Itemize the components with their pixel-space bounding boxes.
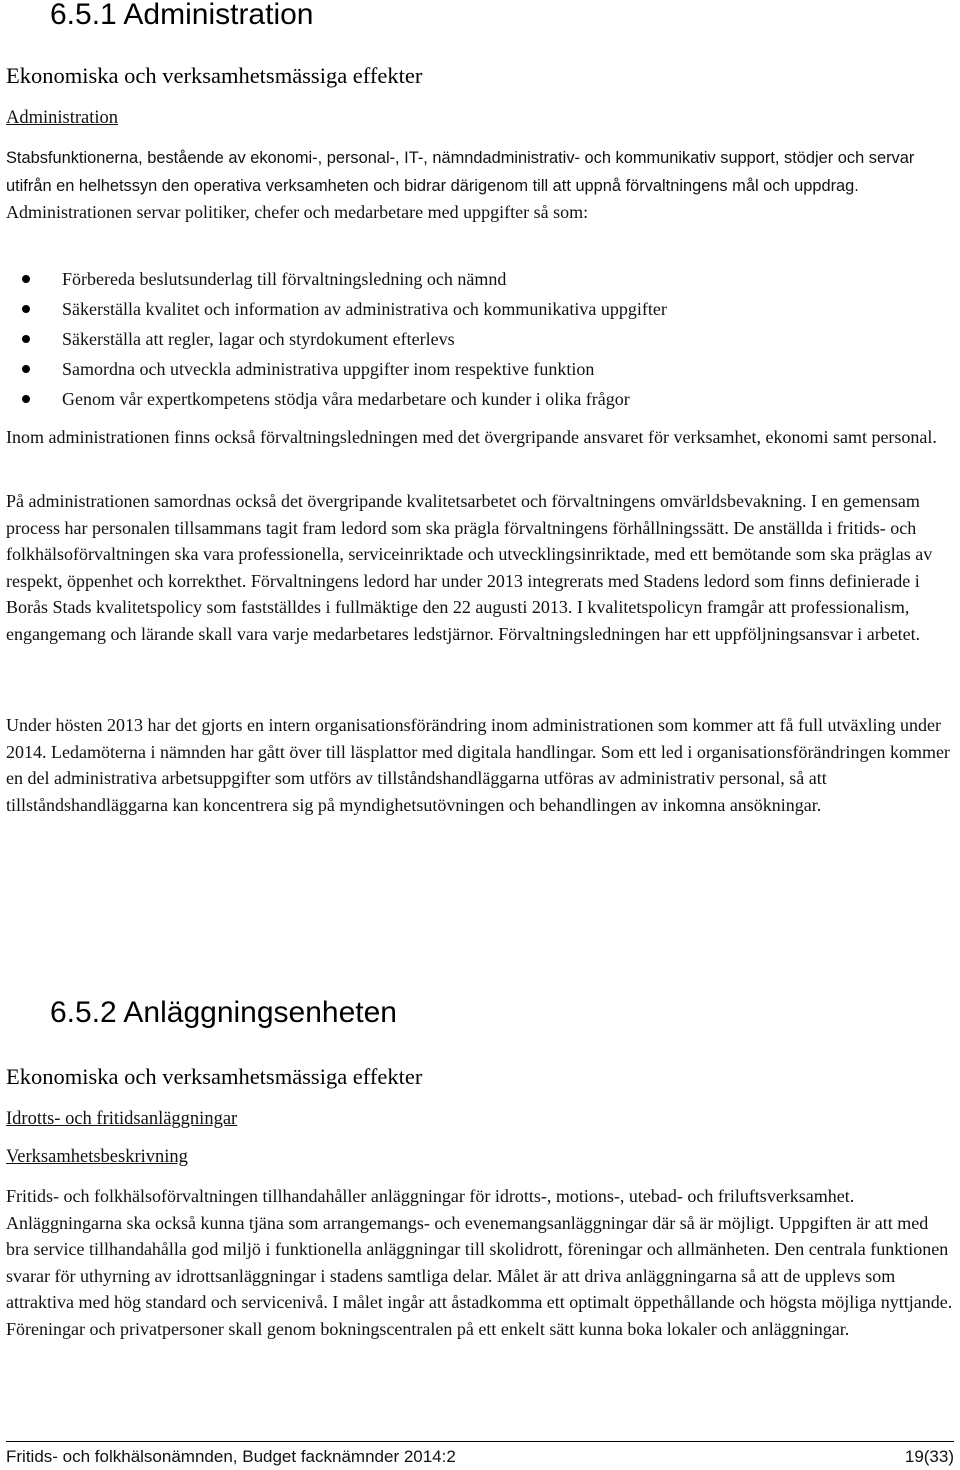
footer-document-title: Fritids- och folkhälsonämnden, Budget facknämnder 2014:2	[6, 1447, 456, 1466]
list-item: Samordna och utveckla administrativa uppgifter inom respektive funktion	[6, 354, 954, 384]
task-bullet-list	[6, 264, 954, 414]
footer-page-number: 19(33)	[904, 1447, 954, 1466]
list-item: Genom vår expertkompetens stödja våra medarbetare och kunder i olika frågor	[6, 384, 954, 414]
paragraph-reorganisation: Under hösten 2013 har det gjorts en intern organisationsförändring inom administrationen som kommer att få full utväxling under 2014. Ledamöterna i nämnden har gått över till läsplattor med digitala handlingar. Som ett led i organisationsförändringen kommer en del administrativa arbetsuppgifter som utförs av tillståndshandläggarna utföras av administrativ personal, så att tillståndshandläggarna kan koncentrera sig på myndighetsutövningen och behandlingen av inkomna ansökningar.	[6, 715, 950, 815]
paragraph-quality-work: På administrationen samordnas också det övergripande kvalitetsarbetet och förvaltningens omvärldsbevakning. I en gemensam process har personalen tillsammans tagit fram ledord som ska prägla förvaltningens förhållningssätt. De anställda i fritids- och folkhälsoförvaltningen ska vara professionella, serviceinriktade och utvecklingsinriktade, med ett bemötande som ska präglas av respekt, öppenhet och korrekthet. Förvaltningens ledord har under 2013 integrerats med Stadens ledord som finns definierade i Borås Stads kvalitetspolicy som fastställdes i fullmäktige den 22 augusti 2013. I kvalitetspolicyn framgår att professionalism, engangemang och lärande skall vara varje medarbetares ledstjärnor. Förvaltningsledningen har ett uppföljningsansvar i arbetet.	[6, 491, 933, 644]
subheading-effects-2: Ekonomiska och verksamhetsmässiga effekter	[6, 1064, 423, 1089]
list-item: Förbereda beslutsunderlag till förvaltningsledning och nämnd	[6, 264, 954, 294]
list-item: Säkerställa att regler, lagar och styrdokument efterlevs	[6, 324, 954, 354]
section-heading-facilities: 6.5.2 Anläggningsenheten	[50, 996, 397, 1029]
intro-text-serif: Administrationen servar politiker, chefer och medarbetare med uppgifter så som:	[6, 202, 589, 222]
list-item: Säkerställa kvalitet och information av administrativa och kommunikativa uppgifter	[6, 294, 954, 324]
page-footer	[6, 1441, 954, 1468]
underlined-heading-administration: Administration	[6, 108, 119, 128]
paragraph-facilities: Fritids- och folkhälsoförvaltningen tillhandahåller anläggningar för idrotts-, motions-, utebad- och friluftsverksamhet. Anläggningarna ska också kunna tjäna som arrangemangs- och evenemangsanläggningar där så är möjligt. Uppgiften är att med bra service tillhandahålla god miljö i funktionella anläggningar till skolidrott, föreningar och allmänheten. Den centrala funktionen svarar för uthyrning av idrottsanläggningar i stadens samtliga delar. Målet är att driva anläggningarna så att de upplevs som attraktiva med hög standard och servicenivå. I målet ingår att åstadkomma ett optimalt öppethållande och högsta möjliga nyttjande. Föreningar och privatpersoner skall genom bokningscentralen på ett enkelt sätt kunna boka lokaler och anläggningar.	[6, 1186, 953, 1339]
underlined-heading-operations-description: Verksamhetsbeskrivning	[6, 1147, 188, 1167]
intro-text-sans: Stabsfunktionerna, bestående av ekonomi-, personal-, IT-, nämndadministrativ- och kommunikativ support, stödjer och servar utifrån en helhetssyn den operativa verksamheten och bidrar därigenom till att uppnå förvaltningens mål och uppdrag.	[6, 149, 915, 195]
underlined-heading-sports-facilities: Idrotts- och fritidsanläggningar	[6, 1109, 238, 1129]
section-heading-administration: 6.5.1 Administration	[50, 0, 314, 31]
paragraph-management: Inom administrationen finns också förvaltningsledningen med det övergripande ansvaret för verksamhet, ekonomi samt personal.	[6, 427, 937, 447]
intro-paragraph	[6, 144, 954, 226]
subheading-effects-1: Ekonomiska och verksamhetsmässiga effekter	[6, 63, 423, 88]
